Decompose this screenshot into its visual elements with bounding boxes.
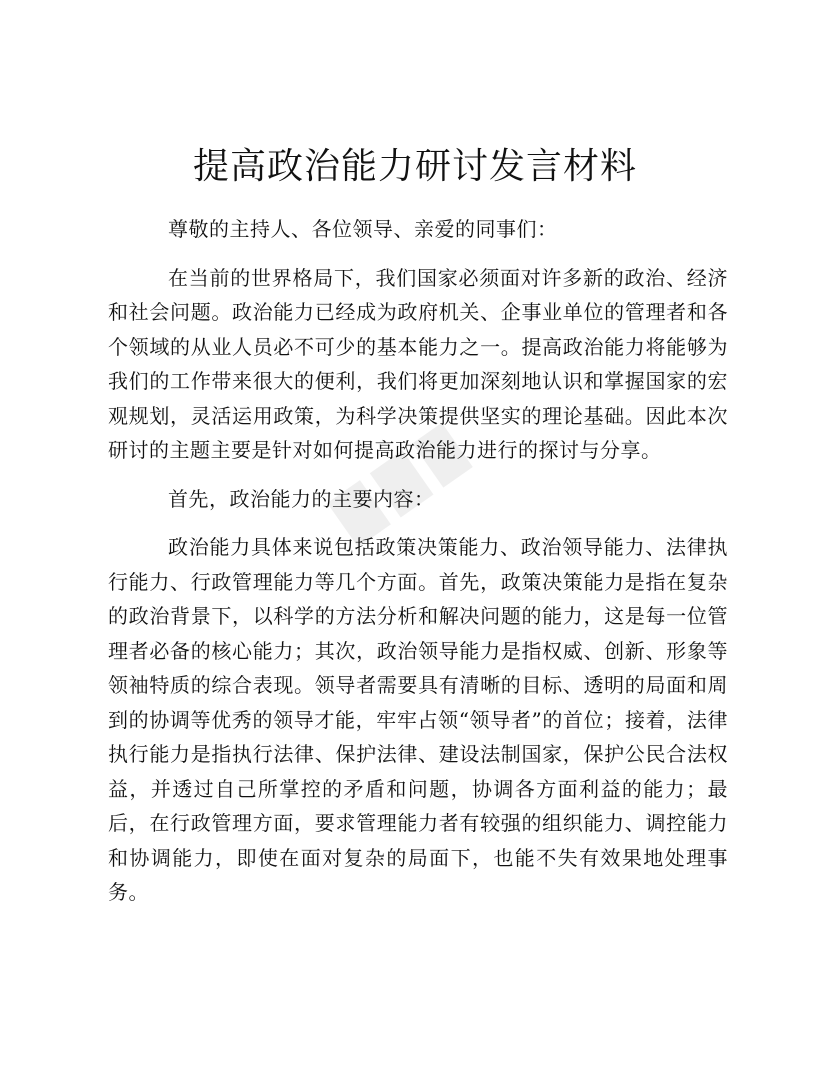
document-body [108,212,728,924]
document-title: 提高政治能力研讨发言材料 [192,146,637,187]
paragraph-main-content: 政治能力具体来说包括政策决策能力、政治领导能力、法律执行能力、行政管理能力等几个方面。首先，政策决策能力是指在复杂的政治背景下，以科学的方法分析和解决问题的能力，这是每一位管理者必备的核心能力；其次，政治领导能力是指权威、创新、形象等领袖特质的综合表现。领导者需要具有清晰的目标、透明的局面和周到的协调等优秀的领导才能，牢牢占领“领导者”的首位；接着，法律执行能力是指执行法律、保护法律、建设法制国家，保护公民合法权益，并透过自己所掌控的矛盾和问题，协调各方面利益的能力；最后，在行政管理方面，要求管理能力者有较强的组织能力、调控能力和协调能力，即使在面对复杂的局面下，也能不失有效果地处理事务。 [108,535,728,904]
paragraph-greeting: 尊敬的主持人、各位领导、亲爱的同事们： [168,217,558,241]
paragraph-introduction: 在当前的世界格局下，我们国家必须面对许多新的政治、经济和社会问题。政治能力已经成为政府机关、企事业单位的管理者和各个领域的从业人员必不可少的基本能力之一。提高政治能力将能够为我们的工作带来很大的便利，我们将更加深刻地认识和掌握国家的宏观规划，灵活运用政策，为科学决策提供坚实的理论基础。因此本次研讨的主题主要是针对如何提高政治能力进行的探讨与分享。 [108,265,728,462]
paragraph-section-heading: 首先，政治能力的主要内容： [168,486,435,511]
